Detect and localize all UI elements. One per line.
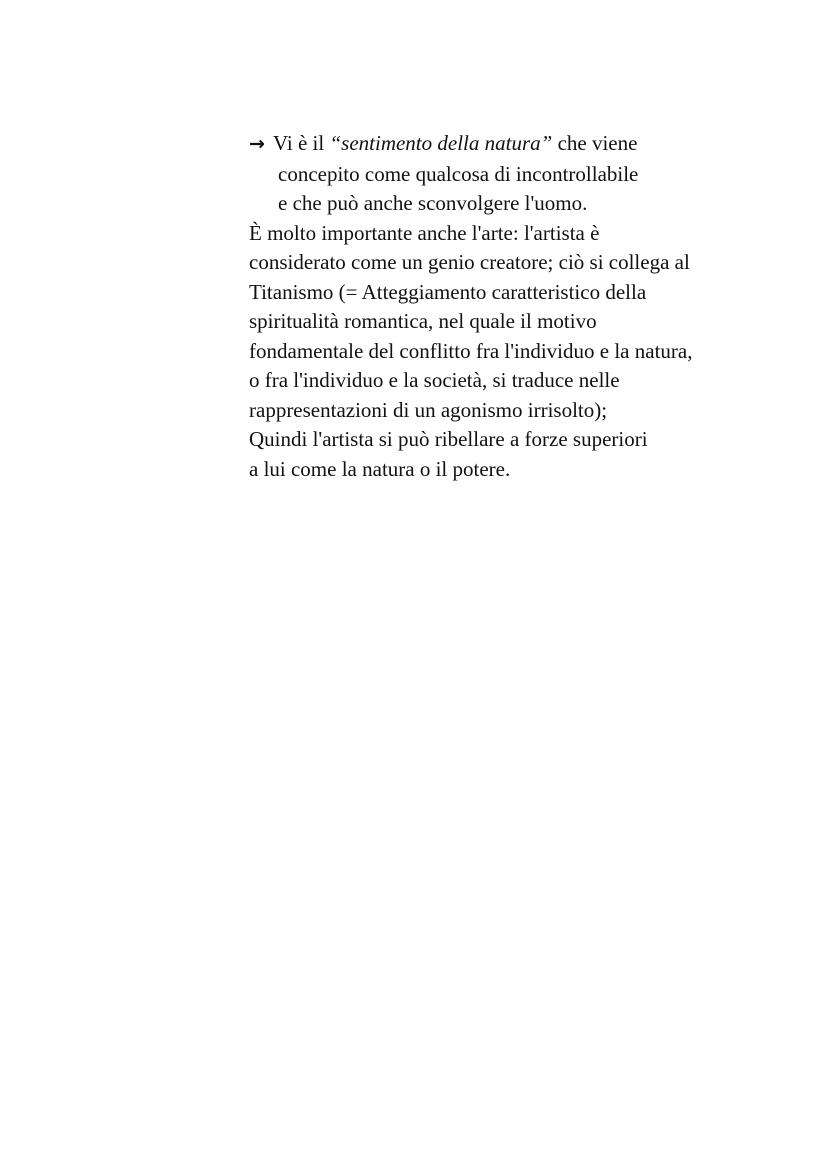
paragraph-line: a lui come la natura o il potere.: [249, 456, 511, 481]
bullet-suffix: che viene: [552, 131, 638, 155]
paragraph-line: rappresentazioni di un agonismo irrisolto);: [249, 397, 608, 422]
bullet-line: [249, 129, 789, 160]
paragraph-line: o fra l'individuo e la società, si traduce nelle: [249, 368, 620, 392]
bullet-continuation-line: concepito come qualcosa di incontrollabile: [278, 161, 639, 186]
paragraph-line: considerato come un genio creatore; ciò si collega al: [249, 250, 690, 274]
bullet-continuation-line: e che può anche sconvolgere l'uomo.: [278, 191, 588, 215]
paragraph-line: Titanismo (= Atteggiamento caratteristico della: [249, 279, 647, 304]
bullet-quote: “sentimento della natura”: [329, 131, 553, 155]
paragraph-line: È molto importante anche l'arte: l'artista è: [249, 220, 600, 245]
paragraph-line: fondamentale del conflitto fra l'individuo e la natura,: [249, 338, 693, 363]
paragraph-line: spiritualità romantica, nel quale il motivo: [249, 309, 597, 333]
bullet-prefix: Vi è il: [273, 131, 330, 155]
arrow-icon: →: [249, 133, 265, 155]
paragraph-line: Quindi l'artista si può ribellare a forze superiori: [249, 427, 648, 451]
text-block: [249, 129, 789, 484]
